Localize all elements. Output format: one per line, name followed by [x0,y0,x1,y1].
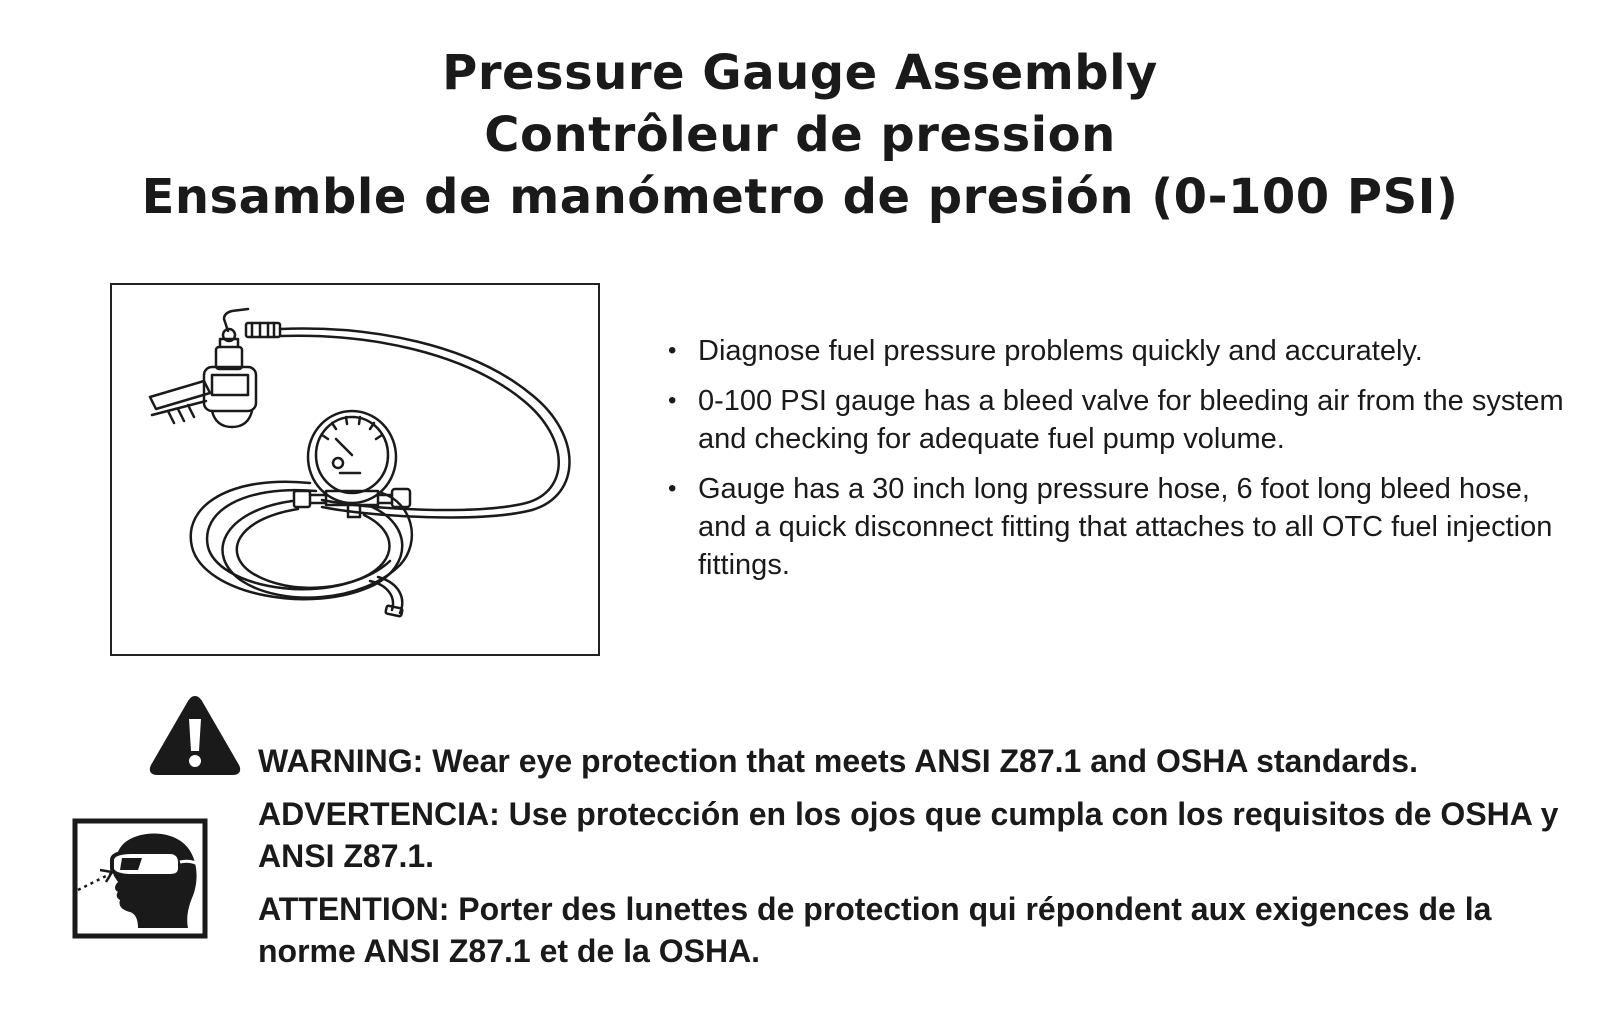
warning-english: WARNING: Wear eye protection that meets ANSI Z87.1 and OSHA standards. [258,743,1418,779]
feature-item [668,382,1568,458]
warning-spanish: ADVERTENCIA: Use protección en los ojos que cumpla con los requisitos de OSHA y ANSI Z87.1. [258,796,1559,874]
title-french: Contrôleur de pression [484,107,1116,163]
pressure-gauge-illustration-icon [112,285,598,654]
warning-french: ATTENTION: Porter des lunettes de protection qui répondent aux exigences de la norme ANSI Z87.1 et de la OSHA. [258,891,1492,969]
title-english: Pressure Gauge Assembly [442,45,1158,101]
warning-triangle-icon [148,693,242,777]
eye-protection-icon [72,818,208,939]
product-illustration [110,283,600,656]
feature-item [668,470,1568,584]
feature-text: 0-100 PSI gauge has a bleed valve for bleeding air from the system and checking for adequate fuel pump volume. [698,385,1564,455]
title-spanish: Ensamble de manómetro de presión (0-100 PSI) [141,169,1459,225]
bullet-icon: • [668,475,677,502]
feature-text: Gauge has a 30 inch long pressure hose, 6 foot long bleed hose, and a quick disconnect fitting that attaches to all OTC fuel injection fittings. [698,473,1553,581]
feature-list [668,332,1568,596]
feature-text: Diagnose fuel pressure problems quickly and accurately. [698,335,1423,367]
bullet-icon: • [668,337,677,364]
warning-block [258,740,1578,983]
feature-item [668,332,1568,370]
bullet-icon: • [668,387,677,414]
title-block [0,42,1600,228]
